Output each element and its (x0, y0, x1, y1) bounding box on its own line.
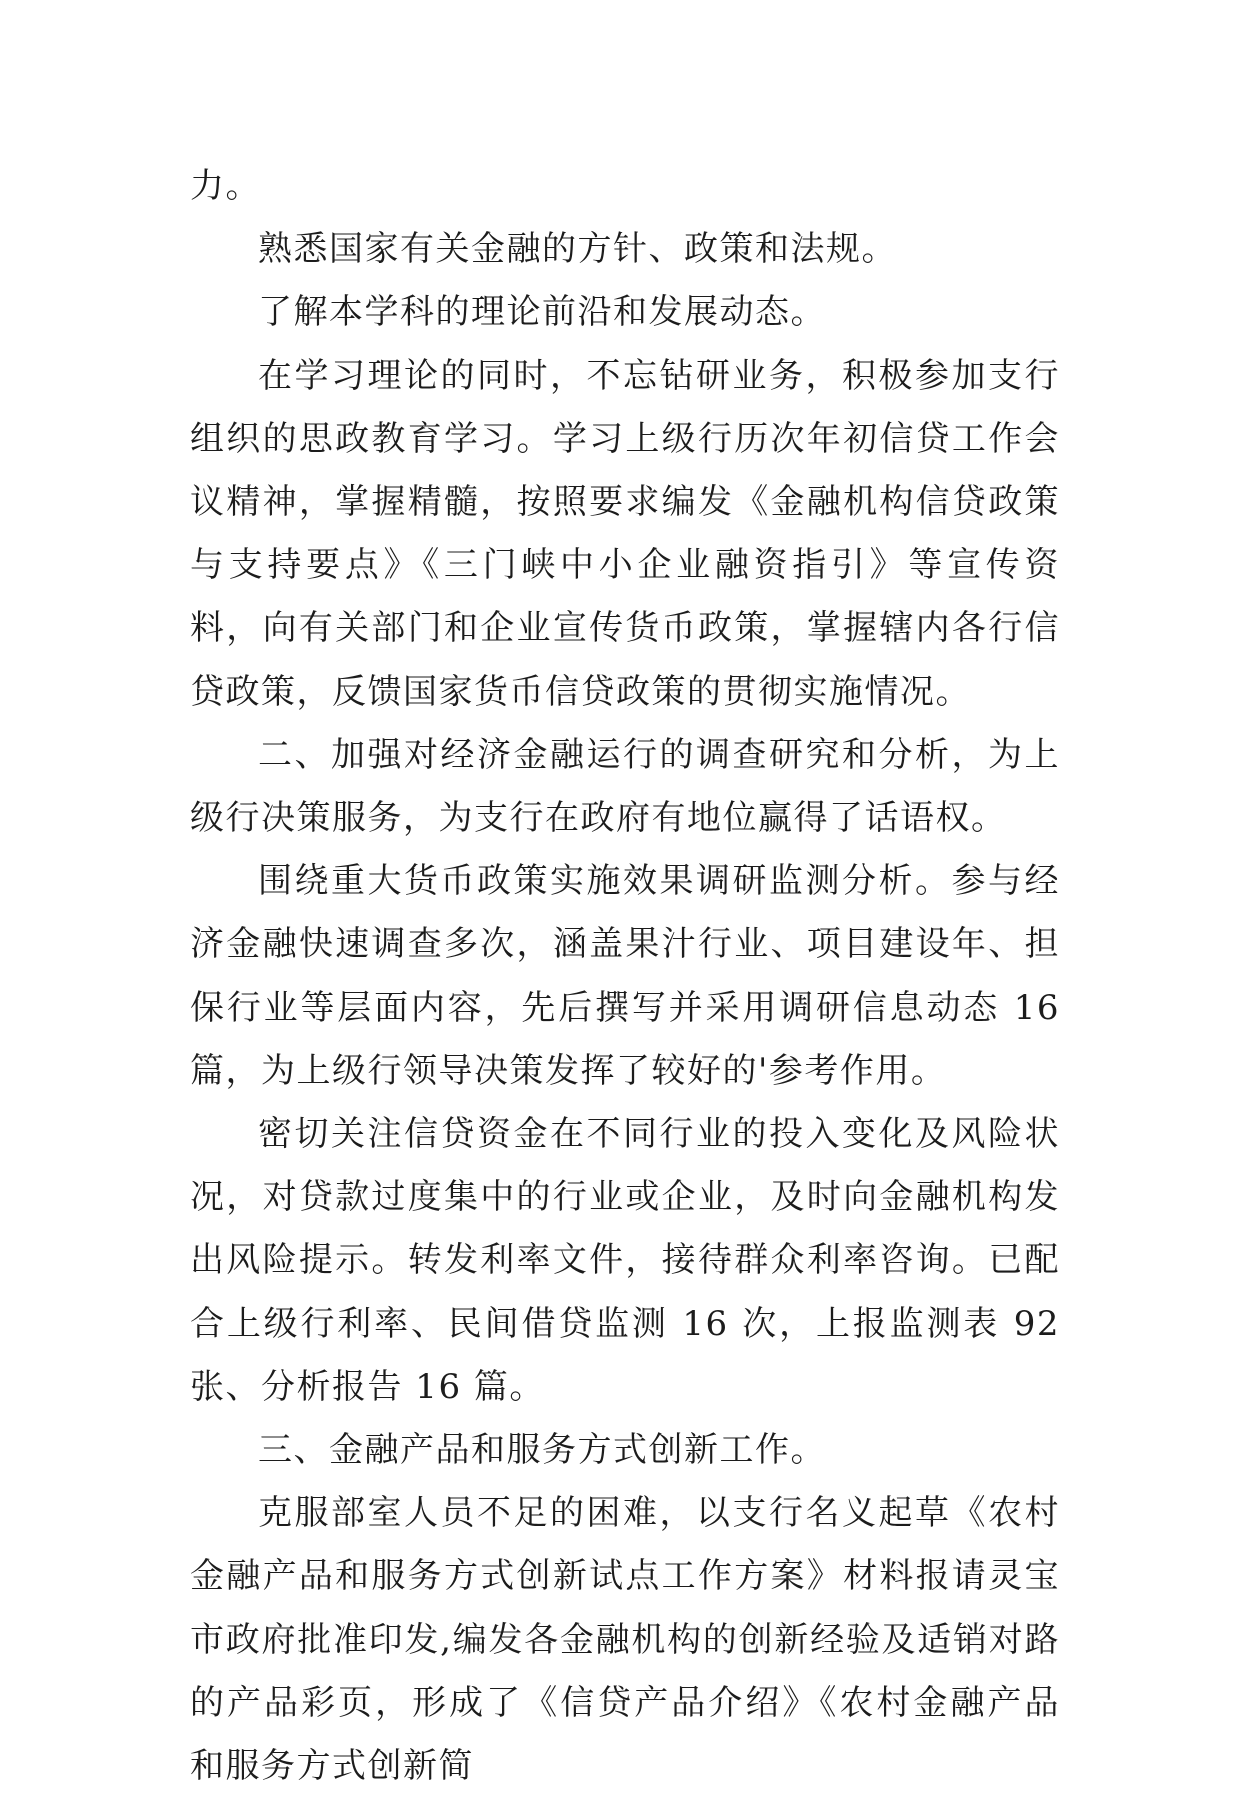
paragraph: 力。 (190, 166, 261, 206)
paragraph: 了解本学科的理论前沿和发展动态。 (258, 292, 826, 333)
paragraph: 围绕重大货币政策实施效果调研监测分析。参与经济金融快速调查多次，涵盖果汁行业、项目建设年、担保行业等层面内容，先后撰写并采用调研信息动态 16 篇，为上级行领导决策发挥了较好的'参考作用。 (190, 861, 1060, 1091)
section-heading: 三、金融产品和服务方式创新工作。 (258, 1430, 826, 1471)
paragraph: 在学习理论的同时，不忘钻研业务，积极参加支行组织的思政教育学习。学习上级行历次年初信贷工作会议精神，掌握精髓，按照要求编发《金融机构信贷政策与支持要点》《三门峡中小企业融资指引》等宣传资料，向有关部门和企业宣传货币政策，掌握辖内各行信贷政策，反馈国家货币信贷政策的贯彻实施情况。 (190, 355, 1060, 712)
document-body (190, 155, 1060, 1798)
paragraph: 密切关注信贷资金在不同行业的投入变化及风险状况，对贷款过度集中的行业或企业，及时向金融机构发出风险提示。转发利率文件，接待群众利率咨询。已配合上级行利率、民间借贷监测 16 次，上报监测表 92 张、分析报告 16 篇。 (190, 1114, 1060, 1407)
paragraph: 熟悉国家有关金融的方针、政策和法规。 (258, 229, 897, 270)
section-heading: 二、加强对经济金融运行的调查研究和分析，为上级行决策服务，为支行在政府有地位赢得了话语权。 (190, 734, 1060, 839)
paragraph: 克服部室人员不足的困难，以支行名义起草《农村金融产品和服务方式创新试点工作方案》材料报请灵宝市政府批准印发,编发各金融机构的创新经验及适销对路的产品彩页，形成了《信贷产品介绍》《农村金融产品和服务方式创新简 (190, 1493, 1060, 1787)
